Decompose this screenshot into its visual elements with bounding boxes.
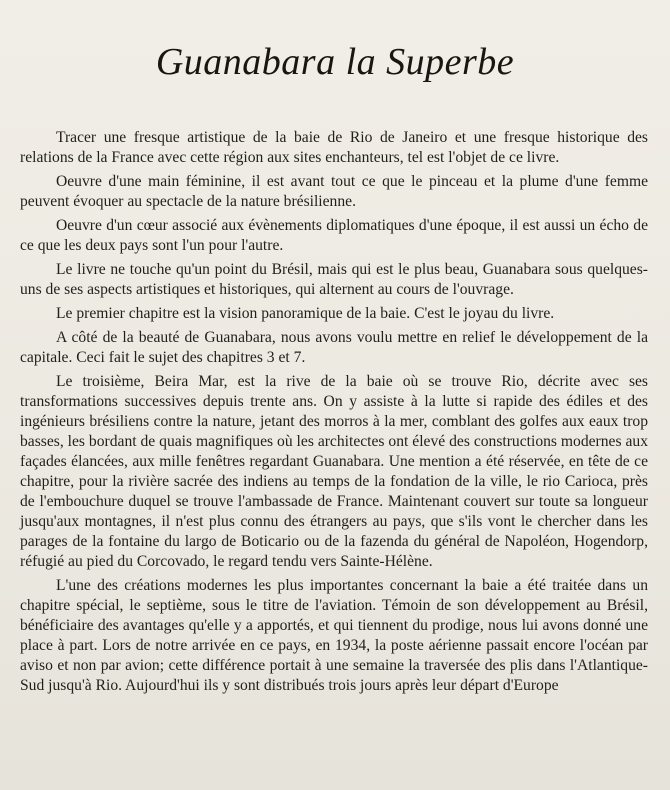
- paragraph: Le livre ne touche qu'un point du Brésil, mais qui est le plus beau, Guanabara sous quelques-uns de ses aspects artistiques et historiques, qui alternent au cours de l'ouvrage.: [20, 261, 648, 298]
- paragraph: Oeuvre d'une main féminine, il est avant tout ce que le pinceau et la plume d'une femme peuvent évoquer au spectacle de la nature brésilienne.: [20, 173, 648, 210]
- paragraph: A côté de la beauté de Guanabara, nous avons voulu mettre en relief le développement de la capitale. Ceci fait le sujet des chapitres 3 et 7.: [20, 329, 648, 366]
- body-text: [20, 128, 648, 700]
- page-title: Guanabara la Superbe: [155, 41, 515, 83]
- paragraph: Le troisième, Beira Mar, est la rive de la baie où se trouve Rio, décrite avec ses transformations successives depuis trente ans. On y assiste à la lutte si rapide des édiles et des ingénieurs brésiliens contre la nature, jetant des morros à la mer, comblant des golfes aux eaux trop basses, les bordant de quais magnifiques où les architectes ont élevé des constructions modernes aux façades élancées, aux mille fenêtres regardant Guanabara. Une mention a été réservée, en tête de ce chapitre, pour la rivière sacrée des indiens au temps de la fondation de la ville, le rio Carioca, près de l'embouchure duquel se trouve l'ambassade de France. Maintenant couvert sur toute sa longueur jusqu'aux montagnes, il n'est plus connu des étrangers au pays, que s'ils vont le chercher dans les parages de la fontaine du largo de Boticario ou de la fazenda du général de Napoléon, Hogendorp, réfugié au pied du Corcovado, le regard tendu vers Sainte-Hélène.: [20, 373, 648, 570]
- paragraph: Le premier chapitre est la vision panoramique de la baie. C'est le joyau du livre.: [56, 305, 555, 322]
- paragraph: L'une des créations modernes les plus importantes concernant la baie a été traitée dans un chapitre spécial, le septième, sous le titre de l'aviation. Témoin de son développement au Brésil, bénéficiaire des avantages qu'elle y a apportés, et qui tiennent du prodige, nous lui avons donné une place à part. Lors de notre arrivée en ce pays, en 1934, la poste aérienne passait encore l'océan par aviso et non par avion; cette différence portait à une semaine la traversée des plis dans l'Atlantique-Sud jusqu'à Rio. Aujourd'hui ils y sont distribués trois jours après leur départ d'Europe: [20, 577, 648, 694]
- paragraph: Tracer une fresque artistique de la baie de Rio de Janeiro et une fresque historique des relations de la France avec cette région aux sites enchanteurs, tel est l'objet de ce livre.: [20, 129, 648, 166]
- paragraph: Oeuvre d'un cœur associé aux évènements diplomatiques d'une époque, il est aussi un écho de ce que les deux pays sont l'un pour l'autre.: [20, 217, 648, 254]
